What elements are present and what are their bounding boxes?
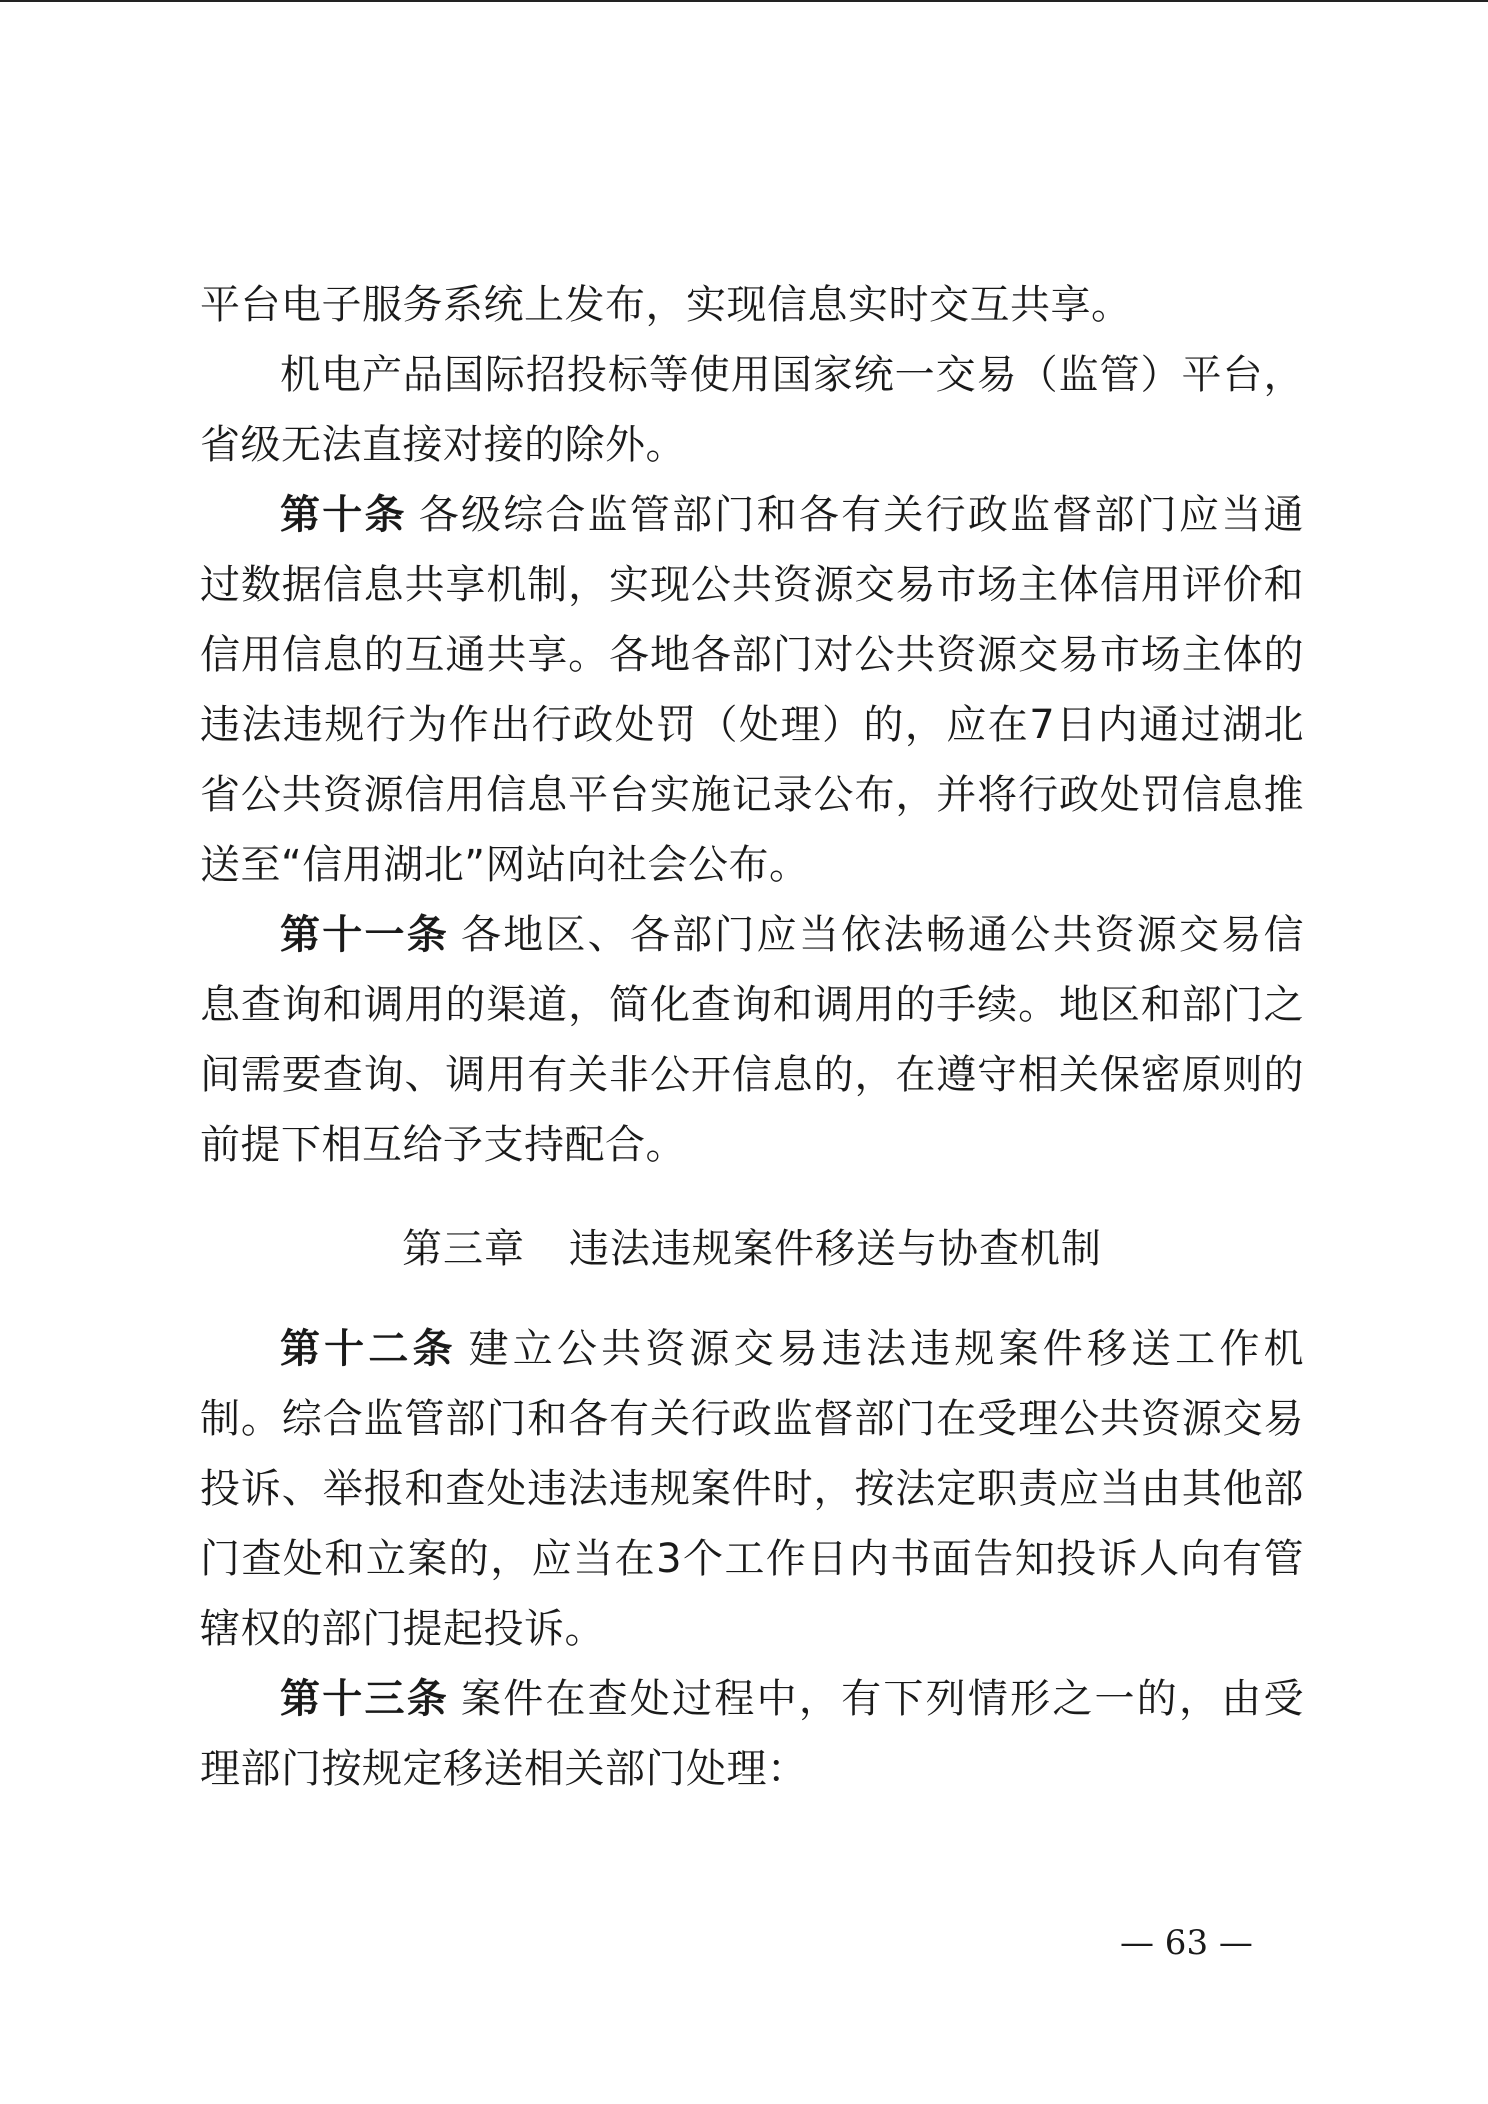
article-text: 各地区、各部门应当依法畅通公共资源交易信息查询和调用的渠道，简化查询和调用的手续。地区和部门之间需要查询、调用有关非公开信息的，在遵守相关保密原则的前提下相互给予支持配合。 [200, 912, 1305, 1168]
page-number: — 63 — [1120, 1923, 1253, 1963]
paragraph-continuation [200, 270, 1304, 340]
article-13 [200, 1664, 1304, 1804]
chapter-heading [200, 1214, 1304, 1284]
document-body [200, 270, 1304, 1804]
article-text: 案件在查处过程中，有下列情形之一的，由受理部门按规定移送相关部门处理： [200, 1676, 1305, 1792]
article-heading: 第十条 [280, 492, 407, 538]
article-10 [200, 480, 1304, 900]
paragraph-text: 机电产品国际招投标等使用国家统一交易（监管）平台，省级无法直接对接的除外。 [200, 352, 1304, 468]
article-heading: 第十二条 [280, 1326, 457, 1372]
chapter-title: 违法违规案件移送与协查机制 [569, 1226, 1102, 1272]
article-heading: 第十一条 [280, 912, 449, 958]
article-12 [200, 1314, 1304, 1664]
paragraph-electromechanical [200, 340, 1304, 480]
chapter-number: 第三章 [402, 1226, 525, 1272]
article-heading: 第十三条 [280, 1676, 449, 1722]
article-11 [200, 900, 1304, 1180]
article-text: 建立公共资源交易违法违规案件移送工作机制。综合监管部门和各有关行政监督部门在受理公共资源交易投诉、举报和查处违法违规案件时，按法定职责应当由其他部门查处和立案的，应当在3个工作日内书面告知投诉人向有管辖权的部门提起投诉。 [200, 1326, 1305, 1652]
paragraph-text: 平台电子服务系统上发布，实现信息实时交互共享。 [200, 282, 1132, 328]
article-text: 各级综合监管部门和各有关行政监督部门应当通过数据信息共享机制，实现公共资源交易市场主体信用评价和信用信息的互通共享。各地各部门对公共资源交易市场主体的违法违规行为作出行政处罚（处理）的，应在7日内通过湖北省公共资源信用信息平台实施记录公布，并将行政处罚信息推送至“信用湖北”网站向社会公布。 [200, 492, 1305, 888]
